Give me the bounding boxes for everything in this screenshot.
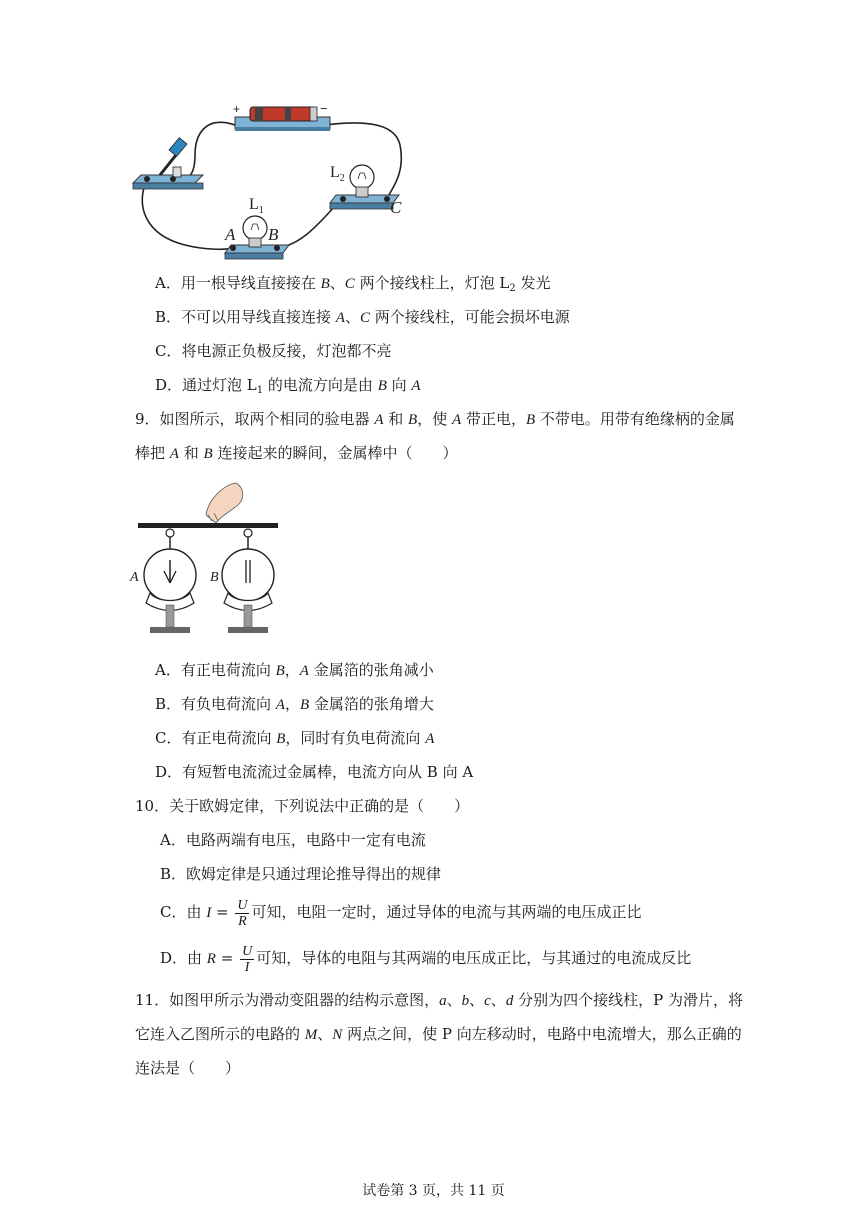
minus-sign: −	[320, 101, 328, 116]
l1-bulb	[243, 216, 267, 240]
q9-option-a: A．有正电荷流向 B，A 金属箔的张角减小	[155, 661, 434, 679]
q8-option-b: B．不可以用导线直接连接 A、C 两个接线柱，可能会损坏电源	[155, 308, 570, 326]
label-l1: $L_1$	[249, 196, 264, 216]
fig-label-a: A	[130, 570, 139, 585]
q8-option-c: C．将电源正负极反接，灯泡都不亮	[155, 342, 392, 360]
fraction-u-over-i: $\frac{U}{I}$	[242, 943, 253, 975]
fraction-u-over-r: $\frac{U}{R}$	[237, 897, 248, 929]
hand-icon	[206, 483, 243, 523]
wire-battery-switch	[173, 122, 235, 180]
fig-label-b: B	[210, 570, 219, 585]
l2-bulb	[350, 165, 374, 189]
q11-stem-line2: 它连入乙图所示的电路的 M、N 两点之间，使 P 向左移动时，电路中电流增大，那么正确的	[135, 1025, 742, 1043]
q10-option-d: D．由 R = $\frac{U}{I}$ 可知，导体的电阻与其两端的电压成正比，与其通过的电流成反比	[160, 943, 692, 975]
metal-rod	[138, 523, 278, 528]
page-footer: 试卷第 3 页，共 11 页	[362, 1183, 505, 1199]
q9-stem-line2: 棒把 A 和 B 连接起来的瞬间，金属棒中（ ）	[135, 444, 458, 462]
switch-base	[133, 175, 203, 183]
label-b: B	[268, 225, 279, 244]
circuit-figure	[125, 95, 425, 270]
q9-option-c: C．有正电荷流向 B，同时有负电荷流向 A	[155, 729, 435, 747]
q8-option-d: D．通过灯泡 $L_1$ 的电流方向是由 B 向 A	[155, 376, 421, 396]
plus-sign: +	[233, 102, 241, 116]
q9-stem-line1: 9．如图所示，取两个相同的验电器 A 和 B，使 A 带正电，B 不带电。用带有绝缘柄的金属	[135, 410, 735, 428]
q9-option-b: B．有负电荷流向 A，B 金属箔的张角增大	[155, 695, 434, 713]
label-c: C	[390, 198, 402, 217]
label-l2: $L_2$	[330, 164, 345, 184]
q10-stem: 10．关于欧姆定律，下列说法中正确的是（ ）	[135, 797, 470, 815]
q8-option-a: A．用一根导线直接接在 B、C 两个接线柱上，灯泡 $L_2$ 发光	[155, 274, 551, 294]
q10-option-a: A．电路两端有电压，电路中一定有电流	[160, 831, 426, 849]
q10-option-c: C．由 I = $\frac{U}{R}$ 可知，电阻一定时，通过导体的电流与其两端的电压成正比	[160, 897, 642, 929]
wire-switch-l1	[142, 180, 233, 249]
label-a: A	[225, 225, 236, 244]
q9-option-d: D．有短暂电流流过金属棒，电流方向从 B 向 A	[155, 763, 474, 781]
q11-stem-line1: 11．如图甲所示为滑动变阻器的结构示意图，a、b、c、d 分别为四个接线柱，P 为滑片，将	[135, 991, 743, 1009]
electroscope-figure	[128, 475, 288, 645]
q11-stem-line3: 连法是（ ）	[135, 1059, 241, 1077]
electroscope-b-case	[222, 549, 274, 601]
q10-option-b: B．欧姆定律是只通过理论推导得出的规律	[160, 865, 442, 883]
